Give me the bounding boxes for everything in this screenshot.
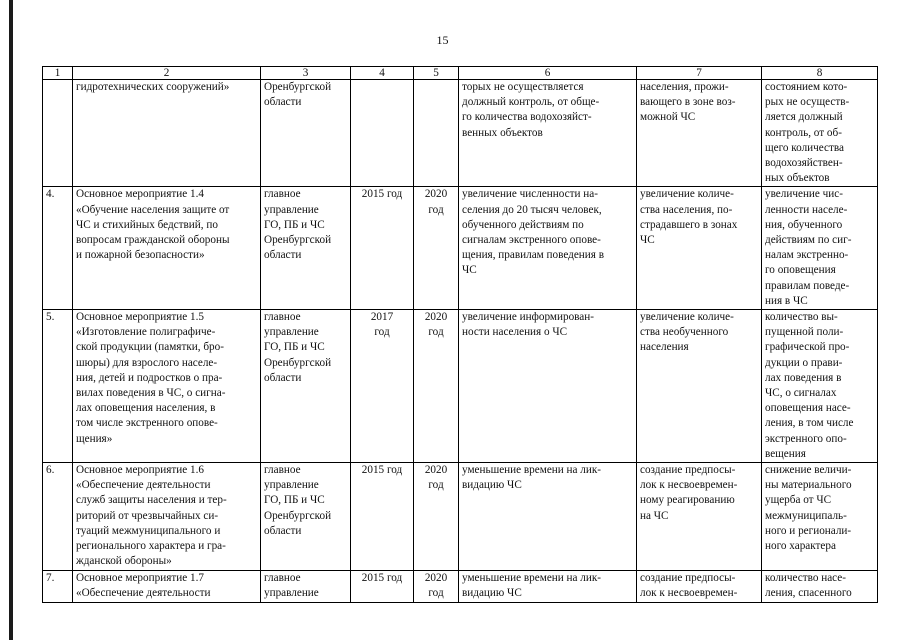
column-number-header-row bbox=[43, 67, 878, 80]
table-row bbox=[43, 463, 878, 570]
expected-result: увеличение информирован- ности населения о ЧС bbox=[459, 310, 637, 463]
expected-result: увеличение численности на- селения до 20 тысяч человек, обученного действиям по сигналам экстренного опове- щения, правилам поведения в ЧС bbox=[459, 187, 637, 310]
related-indicator: снижение величи- ны материального ущерба от ЧС межмуниципаль- ного и регионали- ного характера bbox=[762, 463, 878, 570]
column-number-5: 5 bbox=[414, 67, 459, 80]
start-year: 2015 год bbox=[351, 463, 414, 570]
end-year: 2020 год bbox=[414, 310, 459, 463]
column-number-3: 3 bbox=[261, 67, 351, 80]
table-row bbox=[43, 570, 878, 602]
expected-result: уменьшение времени на лик- видацию ЧС bbox=[459, 463, 637, 570]
expected-result: уменьшение времени на лик- видацию ЧС bbox=[459, 570, 637, 602]
column-number-4: 4 bbox=[351, 67, 414, 80]
non-implementation-consequences: создание предпосы- лок к несвоевремен- bbox=[637, 570, 762, 602]
table-row bbox=[43, 310, 878, 463]
related-indicator: состоянием кото- рых не осуществ- ляется должный контроль, от об- щего количества водохозяйствен- ных объектов bbox=[762, 80, 878, 187]
start-year: 2015 год bbox=[351, 187, 414, 310]
end-year: 2020 год bbox=[414, 463, 459, 570]
scan-edge-shadow bbox=[9, 0, 13, 640]
row-number bbox=[43, 80, 73, 187]
column-number-2: 2 bbox=[73, 67, 261, 80]
program-measures-table bbox=[42, 66, 878, 603]
column-number-7: 7 bbox=[637, 67, 762, 80]
executor: главное управление ГО, ПБ и ЧС Оренбургской области bbox=[261, 187, 351, 310]
column-number-8: 8 bbox=[762, 67, 878, 80]
non-implementation-consequences: создание предпосы- лок к несвоевремен- ному реагированию на ЧС bbox=[637, 463, 762, 570]
row-number: 7. bbox=[43, 570, 73, 602]
measure-name: гидротехнических сооружений» bbox=[73, 80, 261, 187]
start-year bbox=[351, 80, 414, 187]
end-year bbox=[414, 80, 459, 187]
column-number-1: 1 bbox=[43, 67, 73, 80]
measure-name: Основное мероприятие 1.4 «Обучение населения защите от ЧС и стихийных бедствий, по вопросам гражданской обороны и пожарной безопасности» bbox=[73, 187, 261, 310]
page-number: 15 bbox=[436, 33, 449, 47]
measure-name: Основное мероприятие 1.6 «Обеспечение деятельности служб защиты населения и тер- риторий от чрезвычайных си- туаций межмуниципального и регионального характера и гра- жданской обороны» bbox=[73, 463, 261, 570]
end-year: 2020 год bbox=[414, 187, 459, 310]
start-year: 2015 год bbox=[351, 570, 414, 602]
measure-name: Основное мероприятие 1.7 «Обеспечение деятельности bbox=[73, 570, 261, 602]
non-implementation-consequences: населения, прожи- вающего в зоне воз- можной ЧС bbox=[637, 80, 762, 187]
executor: Оренбургской области bbox=[261, 80, 351, 187]
related-indicator: количество вы- пущенной поли- графической про- дукции о прави- лах поведения в ЧС, о сигналах оповещения насе- ления, в том числе экстренного опо- вещения bbox=[762, 310, 878, 463]
measure-name: Основное мероприятие 1.5 «Изготовление полиграфиче- ской продукции (памятки, бро- шюры) для взрослого населе- ния, детей и подростков о пра- вилах поведения в ЧС, о сигна- лах оповещения населения, в том числе экстренного опове- щения» bbox=[73, 310, 261, 463]
table-row bbox=[43, 80, 878, 187]
start-year: 2017 год bbox=[351, 310, 414, 463]
non-implementation-consequences: увеличение количе- ства необученного населения bbox=[637, 310, 762, 463]
related-indicator: количество насе- ления, спасенного bbox=[762, 570, 878, 602]
row-number: 6. bbox=[43, 463, 73, 570]
non-implementation-consequences: увеличение количе- ства населения, по- страдавшего в зонах ЧС bbox=[637, 187, 762, 310]
executor: главное управление ГО, ПБ и ЧС Оренбургской области bbox=[261, 310, 351, 463]
executor: главное управление ГО, ПБ и ЧС Оренбургской области bbox=[261, 463, 351, 570]
end-year: 2020 год bbox=[414, 570, 459, 602]
row-number: 4. bbox=[43, 187, 73, 310]
table-row bbox=[43, 187, 878, 310]
row-number: 5. bbox=[43, 310, 73, 463]
expected-result: торых не осуществляется должный контроль, от обще- го количества водохозяйст- венных объектов bbox=[459, 80, 637, 187]
related-indicator: увеличение чис- ленности населе- ния, обученного действиям по сиг- налам экстренно- го оповещения правилам поведе- ния в ЧС bbox=[762, 187, 878, 310]
column-number-6: 6 bbox=[459, 67, 637, 80]
executor: главное управление bbox=[261, 570, 351, 602]
